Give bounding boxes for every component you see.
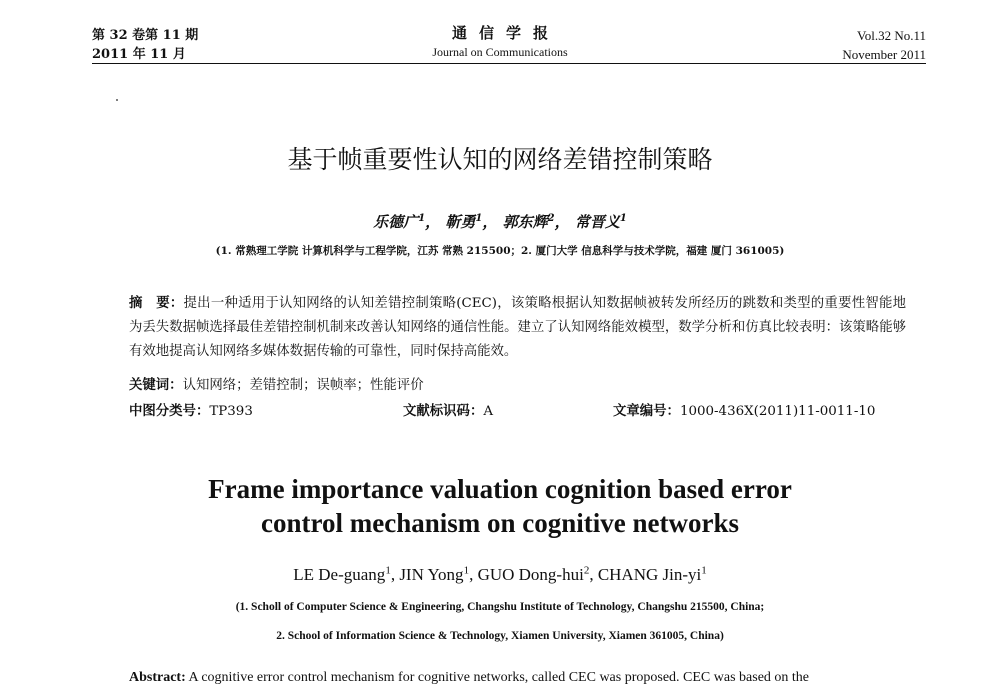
author-en: GUO Dong-hui — [477, 565, 584, 584]
abstract-cn — [129, 291, 906, 364]
doc-code-value: A — [483, 404, 494, 419]
author-affil-mark: 1 — [701, 564, 707, 577]
keywords-label-cn: 关键词： — [129, 377, 183, 393]
author-cn: 常晋义 — [574, 213, 620, 231]
authors-en: LE De-guang$^1$, JIN Yong$^1$, GUO Dong-hui$^2$, CHANG Jin-$yi^1$ — [293, 564, 707, 584]
clc-label: 中图分类号： — [129, 403, 210, 419]
author-affil-mark: 2 — [583, 564, 590, 577]
author-affil-mark: 1 — [385, 564, 391, 577]
journal-name-en: Journal on Communications — [432, 45, 568, 59]
keywords-text-cn: 认知网络；差错控制；误帧率；性能评价 — [182, 378, 424, 393]
date-cn: 2011 年 11 月 — [92, 47, 186, 62]
abstract-label-cn: 摘 要： — [129, 295, 184, 311]
affiliation-en — [0, 593, 1000, 651]
paper-title-en — [0, 472, 1000, 540]
author-affil-mark: 1 — [475, 213, 483, 224]
keywords-cn — [129, 375, 424, 396]
doc-code-label: 文献标识码： — [403, 403, 484, 419]
abstract-en — [129, 668, 906, 688]
clc-number — [129, 401, 253, 422]
author-affil-mark: 1 — [463, 564, 470, 577]
affiliation-en-line1: (1. Scholl of Computer Science & Engineering, Changshu Institute of Technology, Changshu 215500, China; — [235, 601, 765, 613]
author-cn: 靳勇 — [445, 213, 476, 231]
scan-speck — [116, 99, 118, 101]
abstract-text-en: A cognitive error control mechanism for cognitive networks, called CEC was proposed. CEC was based on the — [188, 670, 810, 685]
abstract-text-cn: 提出一种适用于认知网络的认知差错控制策略(CEC)，该策略根据认知数据帧被转发所经历的跳数和类型的重要性智能地为丢失数据帧选择最佳差错控制机制来改善认知网络的通信性能。建立了认知网络能效模型，数学分析和仿真比较表明：该策略能够有效地提高认知网络多媒体数据传输的可靠性，同时保持高能效。 — [129, 296, 906, 359]
header-divider — [92, 63, 926, 64]
journal-issue-en — [842, 26, 926, 64]
paper-title-en-line1: Frame importance valuation cognition based error — [208, 474, 792, 504]
article-number-value: 1000-436X(2011)11-0011-10 — [679, 404, 876, 419]
author-en: LE De-guang — [293, 565, 386, 584]
document-code — [403, 401, 493, 422]
clc-value: TP393 — [209, 404, 253, 419]
affiliation-cn: (1. 常熟理工学院 计算机科学与工程学院，江苏 常熟 215500；2. 厦门大学 信息科学与技术学院，福建 厦门 361005) — [215, 245, 785, 257]
author-affil-mark: 2 — [547, 213, 555, 224]
affiliation-en-line2: 2. School of Information Science & Technology, Xiamen University, Xiamen 361005, China) — [276, 630, 724, 642]
volume-issue-cn: 第 32 卷第 11 期 — [92, 28, 199, 43]
author-affil-mark: 1 — [418, 213, 426, 224]
article-number-label: 文章编号： — [613, 403, 680, 419]
author-en: CHANG Jin-yi — [597, 565, 702, 584]
date-en: November 2011 — [842, 47, 926, 62]
volume-issue-en: Vol.32 No.11 — [857, 28, 926, 43]
paper-title-en-line2: control mechanism on cognitive networks — [261, 508, 739, 538]
abstract-label-en: Abstract: — [129, 670, 186, 685]
author-cn: 乐德广 — [373, 213, 419, 231]
paper-title-cn: 基于帧重要性认知的网络差错控制策略 — [287, 145, 713, 174]
article-number — [613, 401, 875, 422]
journal-name-cn: 通信学报 — [451, 24, 560, 42]
author-cn: 郭东辉 — [502, 213, 548, 231]
authors-cn: 乐德广$^1$， 靳勇$^1$， 郭东辉$^2$， 常晋义$^1$ — [373, 213, 627, 231]
author-en: JIN Yong — [399, 565, 464, 584]
author-affil-mark: 1 — [619, 213, 627, 224]
